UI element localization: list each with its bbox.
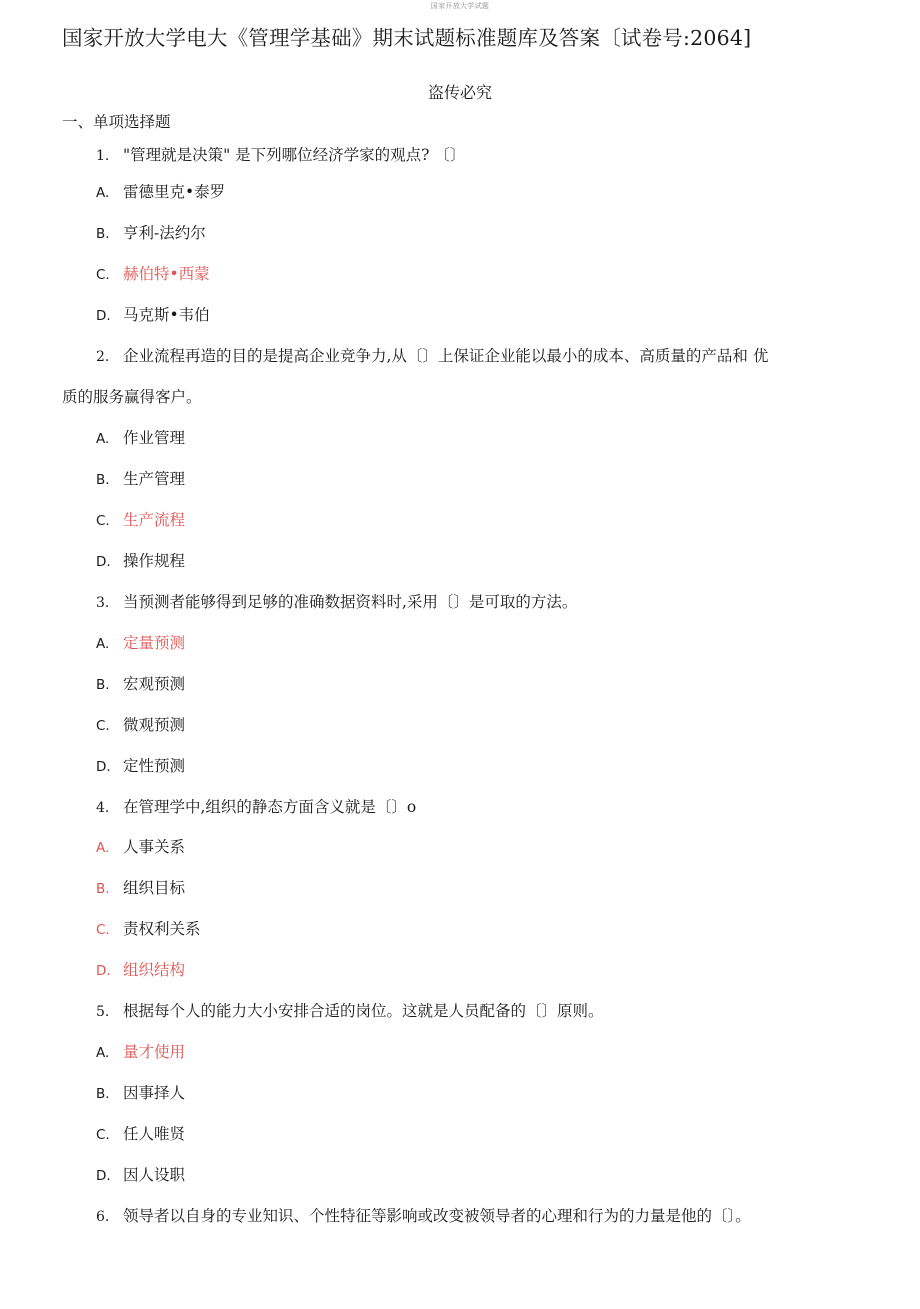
question-4 [96,796,416,819]
option-letter: B. [96,677,110,693]
option-letter: B. [96,1086,110,1102]
q5-option-a [96,1041,185,1064]
option-letter: D. [96,554,111,570]
option-text: 因人设职 [123,1166,186,1184]
option-letter: A. [96,431,110,447]
option-text-answer: 赫伯特•西蒙 [123,265,210,283]
option-text-answer: 定量预测 [123,634,186,652]
option-text: 生产管理 [123,470,186,488]
q3-option-c [96,714,185,737]
question-3 [96,591,577,614]
question-5 [96,1000,604,1023]
option-text: 雷德里克•泰罗 [123,183,226,201]
question-1 [96,144,465,167]
option-letter: C. [96,718,110,734]
option-text-answer: 生产流程 [123,511,186,529]
q4-option-c [96,918,201,941]
question-number: 4. [96,800,110,816]
option-text: 任人唯贤 [123,1125,186,1143]
q1-option-c [96,263,210,286]
question-text: 领导者以自身的专业知识、个性特征等影响或改变被领导者的心理和行为的力量是他的〔〕。 [123,1207,751,1225]
option-letter: D. [96,759,111,775]
question-text: 企业流程再造的目的是提高企业竞争力,从〔〕上保证企业能以最小的成本、高质量的产品和 优 [123,347,769,365]
document-subtitle: 盗传必究 [427,83,492,102]
q1-option-d [96,304,210,327]
option-letter: A. [96,636,110,652]
option-letter: A. [96,1045,110,1061]
q1-option-b [96,222,206,245]
q4-option-b [96,877,185,900]
q2-option-b [96,468,185,491]
q4-option-a [96,836,185,859]
option-text: 操作规程 [123,552,186,570]
option-text: 定性预测 [123,757,186,775]
question-number: 3. [96,595,110,611]
option-letter: B. [96,472,110,488]
question-6 [96,1205,751,1228]
question-text: 在管理学中,组织的静态方面含义就是〔〕o [123,798,417,816]
question-2 [96,345,768,368]
option-text: 微观预测 [123,716,186,734]
question-number: 5. [96,1004,110,1020]
q2-option-c [96,509,185,532]
q5-option-b [96,1082,185,1105]
question-number: 6. [96,1209,110,1225]
question-number: 1. [96,148,110,164]
document-title: 国家开放大学电大《管理学基础》期末试题标准题库及答案〔试卷号:2064] [62,26,752,50]
question-text: "管理就是决策" 是下列哪位经济学家的观点? 〔〕 [123,146,466,164]
question-text: 当预测者能够得到足够的准确数据资料时,采用〔〕是可取的方法。 [123,593,578,611]
q4-option-d [96,959,185,982]
option-letter-highlighted: B. [96,881,110,897]
question-number: 2. [96,349,110,365]
option-letter: B. [96,226,110,242]
q3-option-a [96,632,185,655]
option-text-answer: 量才使用 [123,1043,186,1061]
option-text: 组织目标 [123,879,186,897]
section-title: 一、单项选择题 [62,113,171,131]
q5-option-d [96,1164,185,1187]
option-text: 亨利-法约尔 [123,224,206,242]
option-text: 宏观预测 [123,675,186,693]
option-letter: C. [96,267,110,283]
q2-option-a [96,427,185,450]
option-letter-highlighted: D. [96,963,111,979]
option-text-answer: 组织结构 [123,961,186,979]
q3-option-b [96,673,185,696]
option-letter: C. [96,1127,110,1143]
option-letter: D. [96,1168,111,1184]
option-letter: D. [96,308,111,324]
option-letter-highlighted: C. [96,922,110,938]
q2-option-d [96,550,185,573]
page-header-note: 国家开放大学试题 [430,2,490,10]
q1-option-a [96,181,225,204]
question-2-continuation: 质的服务赢得客户。 [62,388,202,406]
option-letter-highlighted: A. [96,840,110,856]
option-letter: A. [96,185,110,201]
option-text: 作业管理 [123,429,186,447]
question-text: 根据每个人的能力大小安排合适的岗位。这就是人员配备的〔〕原则。 [123,1002,604,1020]
option-text: 马克斯•韦伯 [123,306,210,324]
option-text: 责权利关系 [123,920,201,938]
option-text: 因事择人 [123,1084,186,1102]
q5-option-c [96,1123,185,1146]
option-text: 人事关系 [123,838,186,856]
q3-option-d [96,755,185,778]
option-letter: C. [96,513,110,529]
